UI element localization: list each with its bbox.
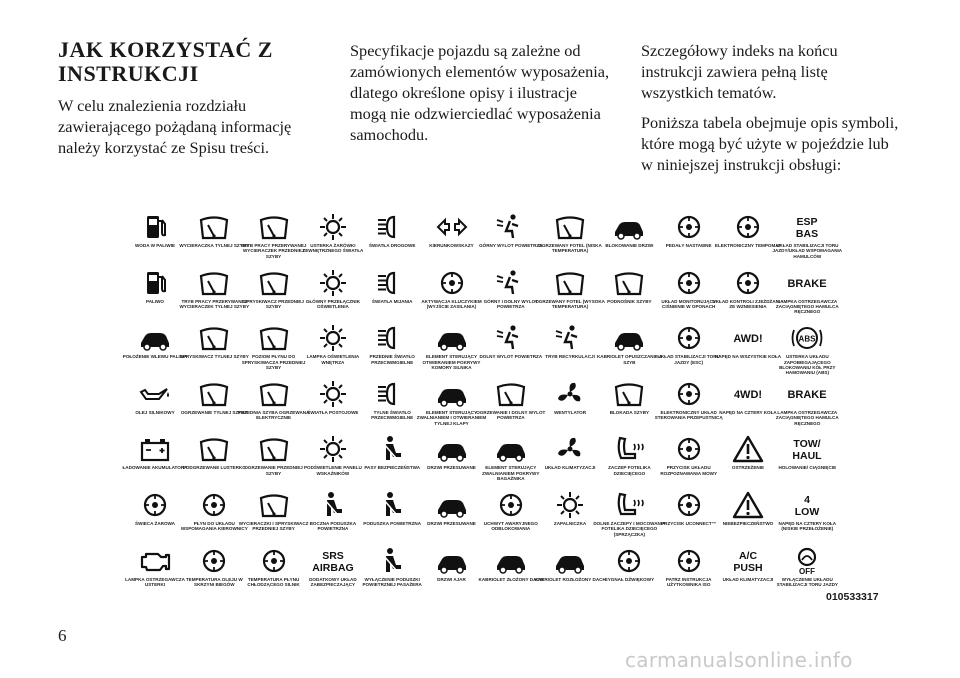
symbol-label: ZACZEP FOTELIKA DZIECIĘCEGO: [608, 465, 651, 476]
symbol-label: UKŁAD KLIMATYZACJI: [544, 465, 596, 471]
front-defrost-icon: [257, 379, 291, 409]
symbol-label: ZAPALNICZKA: [553, 521, 587, 526]
symbol-label: ELEMENT STERUJĄCY ZWALNIANIEM POKRYWY BAGAŻNIKA: [482, 465, 540, 482]
door-lock-icon: [612, 212, 646, 242]
symbol-label: PATRZ INSTRUKCJA UŻYTKOWNIKA ISO: [665, 576, 712, 587]
index-paragraph: Szczegółowy indeks na końcu instrukcji zawiera pełną listę wszystkich tematów.: [641, 41, 838, 102]
symbol-label: LAMPKA OŚWIETLENIA WNĘTRZA: [306, 354, 360, 365]
symbol-label: OGRZEWANIE PRZEDNIEJ SZYBY: [244, 465, 303, 476]
cruise-icon: [731, 212, 765, 242]
svg-text:ESP: ESP: [796, 216, 818, 228]
rear-washer-icon: [197, 323, 231, 353]
symbol-label: WYŁĄCZENIE PODUSZKI POWIETRZNEJ PASAŻERA: [362, 576, 422, 587]
symbol-label: WYCIERACZKI I SPRYSKIWACZ PRZEDNIEJ SZYBY: [238, 521, 309, 532]
symbol-label: LAMPKA OSTRZEGAWCZA ZACIĄGNIĘTEGO HAMULCA RĘCZNEGO: [775, 409, 839, 426]
danger-icon: [731, 490, 765, 520]
hill-descent-icon: [731, 268, 765, 298]
tow-haul-icon: [790, 434, 824, 464]
front-heat-icon: [257, 434, 291, 464]
symbol-label: PALIWO: [145, 298, 165, 304]
seat-heat-icon: [553, 212, 587, 242]
symbol-label: TEMPERATURA OLEJU W SKRZYNI BIEGÓW: [185, 576, 243, 587]
symbol-label: DODATKOWY UKŁAD ZABEZPIECZAJĄCY: [309, 576, 357, 587]
panel-light-icon: [316, 434, 350, 464]
low-beam-icon: [375, 268, 409, 298]
symbol-label: OSTRZEŻENIE: [731, 465, 765, 471]
section-heading: JAK KORZYSTAĆ Z INSTRUKCJI: [58, 37, 273, 86]
power-steer-icon: [197, 490, 231, 520]
awd-icon: [731, 323, 765, 353]
wiper-washer-icon: [257, 490, 291, 520]
symbol-label: NAPĘD NA CZTERY KOŁA (NISKIE PRZEŁOŻENIE): [778, 521, 837, 532]
high-beam-icon: [375, 212, 409, 242]
window-lift-icon: [612, 268, 646, 298]
turn-signal-icon: [435, 212, 469, 242]
vent-both-icon: [494, 268, 528, 298]
symbol-label: GÓRNY I DOLNY WYLOT POWIETRZA: [483, 298, 539, 309]
symbol-label: OLEJ SILNIKOWY: [135, 409, 175, 415]
4low-icon: [790, 490, 824, 520]
pedal-icon: [672, 212, 706, 242]
symbol-label: NIEBEZPIECZEŃSTWO: [722, 521, 774, 526]
symbol-label: ŚWIECA ŻAROWA: [135, 521, 175, 526]
wiper-interval-icon: [257, 212, 291, 242]
symbol-label: PRZYCISK UCONNECT™: [661, 521, 717, 526]
tire-pressure-icon: [672, 268, 706, 298]
symbol-label: PEDAŁY NASTAWNE: [665, 243, 712, 248]
symbol-label: POŁOŻENIE WLEWU PALIWA: [122, 354, 188, 360]
svg-text:A/C: A/C: [738, 549, 758, 562]
symbol-label: WENTYLATOR: [554, 409, 587, 415]
esc-icon: [672, 323, 706, 353]
symbol-label: UKŁAD STABILIZACJI TORU JAZDY (ESC): [657, 354, 720, 365]
child-seat-icon: [612, 434, 646, 464]
uconnect-icon: [672, 490, 706, 520]
brake-text-icon: [787, 379, 827, 409]
side-airbag-icon: [316, 490, 350, 520]
fuel-pump-icon: [138, 268, 172, 298]
seat-heat-high-icon: [553, 268, 587, 298]
intro-paragraph: W celu znalezienia rozdziału zawierającego pożądaną informację należy korzystać ze Spisu treści.: [58, 96, 292, 157]
window-lock-icon: [612, 379, 646, 409]
svg-text:BAS: BAS: [796, 228, 819, 240]
symbol-label: OGRZEWANIE TYLNEJ SZYBY: [180, 409, 248, 415]
oil-icon: [138, 379, 172, 409]
symbol-cell: [770, 546, 844, 588]
esp-bas-icon: [790, 212, 824, 242]
recirc-icon: [553, 323, 587, 353]
symbol-label: ELEMENT STERUJĄCY ZWALNIANIEM I OTWIERANIEM TYLNEJ KLAPY: [416, 409, 487, 426]
symbol-label: TEMPERATURA PŁYNU CHŁODZĄCEGO SILNIK: [247, 576, 300, 587]
symbol-label: PRZEDNIE ŚWIATŁO PRZECIWMGIELNE: [369, 354, 415, 365]
symbol-label: BLOKOWANIE DRZWI: [605, 243, 654, 248]
abs-icon: [790, 323, 824, 353]
svg-text:HAUL: HAUL: [792, 450, 822, 463]
latch-icon: [612, 490, 646, 520]
symbol-label: WYCIERACZKA TYLNEJ SZYBY: [179, 243, 250, 248]
symbol-label: DRZWI PRZESUWANE: [427, 465, 476, 471]
symbol-label: UCHWYT AWARYJNEGO ODBLOKOWANIA: [483, 521, 538, 532]
symbol-label: ŚWIATŁA POSTOJOWE: [307, 409, 359, 415]
heat-vent-icon: [494, 379, 528, 409]
srs-icon: [312, 546, 354, 576]
symbol-label: ELEMENT STERUJĄCY OTWIERANIEM POKRYWY KOMORY SILNIKA: [422, 354, 481, 370]
car-trunk-icon: [435, 323, 469, 353]
convert-top-icon: [494, 546, 528, 576]
ac-icon: [553, 434, 587, 464]
symbol-cell: [770, 268, 844, 315]
symbol-label: AKTYWACJA KLUCZYKIEM (WYJŚCIE ZASILANIA): [421, 298, 482, 309]
symbol-label: GŁÓWNY PRZEŁĄCZNIK OŚWIETLENIA: [305, 298, 361, 309]
glow-plug-icon: [138, 490, 172, 520]
symbol-label: POZIOM PŁYNU DO SPRYSKIWACZA PRZEDNIEJ SZYBY: [241, 354, 306, 370]
svg-text:BRAKE: BRAKE: [787, 388, 827, 401]
airbag-icon: [375, 490, 409, 520]
symbol-label: PODUSZKA POWIETRZNA: [363, 521, 422, 526]
svg-text:4WD!: 4WD!: [733, 388, 763, 401]
symbol-label: PODGRZEWANE LUSTERKO: [182, 465, 246, 471]
svg-text:4: 4: [804, 494, 811, 506]
symbol-label: ELEKTRONICZNY TEMPOMAT: [714, 243, 782, 248]
trans-temp-icon: [197, 546, 231, 576]
symbol-label: WODA W PALIWIE: [134, 243, 176, 248]
symbol-label: DRZWI AJAR: [437, 576, 466, 582]
symbol-label: HOLOWANIE/ CIĄGNIĘCIE: [778, 465, 837, 471]
svg-text:ABS: ABS: [798, 334, 816, 344]
specification-paragraph: Specyfikacje pojazdu są zależne od zamówionych elementów wyposażenia, dlatego określone opisy i ilustracje mogą nie odzwierciedlać wyposażenia samochodu.: [350, 41, 610, 144]
coolant-icon: [257, 546, 291, 576]
brake-icon: [787, 268, 827, 298]
symbol-label: UKŁAD STABILIZACJI TORU JAZDY/UKŁAD WSPOMAGANIA HAMULCÓW: [772, 243, 843, 259]
door-open-icon: [435, 434, 469, 464]
symbol-label: TRYB RECYRKULACJI: [545, 354, 595, 360]
front-fog-icon: [375, 323, 409, 353]
symbol-cell: [770, 434, 844, 470]
battery-icon: [138, 434, 172, 464]
symbol-label: USTERKA ŻARÓWKI ZEWNĘTRZNEGO ŚWIATŁA: [302, 243, 364, 254]
fuel-door-icon: [138, 323, 172, 353]
horn-icon: [612, 546, 646, 576]
symbol-label: PODNOŚNIK SZYBY: [607, 298, 652, 304]
symbol-label: DRZWI PRZESUWANE: [427, 521, 476, 526]
symbol-label: UKŁAD MONITORUJĄCY CIŚNIENIE W OPONACH: [661, 298, 716, 309]
warning-icon: [731, 434, 765, 464]
symbol-label: BLOKADA SZYBY: [609, 409, 650, 415]
symbol-label: TRYB PRACY PRZERYWANEJ WYCIERACZEK TYLNEJ SZYBY: [179, 298, 250, 309]
emergency-icon: [494, 490, 528, 520]
svg-text:OFF: OFF: [799, 566, 816, 576]
symbol-label: SPRYSKIWACZ PRZEDNIEJ SZYBY: [243, 298, 304, 309]
symbol-label: KABRIOLET ZŁOŻONY DACH: [478, 576, 544, 582]
manual-icon: [672, 546, 706, 576]
symbol-label: LAMPKA OSTRZEGAWCZA ZACIĄGNIĘTEGO HAMULCA RĘCZNEGO: [775, 298, 839, 315]
symbol-label: DOLNY WYLOT POWIETRZA: [479, 354, 543, 360]
figure-reference-code: 010533317: [826, 591, 879, 603]
dome-light-icon: [316, 323, 350, 353]
symbol-label: TYLNE ŚWIATŁO PRZECIWMGIELNE: [371, 409, 414, 421]
auto-light-icon: [316, 212, 350, 242]
engine-icon: [138, 546, 172, 576]
washer-front-icon: [257, 268, 291, 298]
symbol-label: KIERUNKOWSKAZY: [429, 243, 474, 248]
svg-text:LOW: LOW: [795, 506, 820, 518]
symbol-label: ELEKTRONICZNY UKŁAD STEROWANIA PRZEPUSTNICĄ: [654, 409, 723, 421]
liftgate-icon: [435, 379, 469, 409]
esc-off-icon: [672, 379, 706, 409]
symbol-label: NAPĘD NA CZTERY KOŁA: [719, 409, 777, 415]
page-number: 6: [58, 626, 67, 645]
symbol-label: PODŚWIETLENIE PANELU WSKAŹNIKÓW: [303, 465, 362, 476]
symbol-cell: [770, 212, 844, 259]
symbols-paragraph: Poniższa tabela obejmuje opis symboli, które mogą być użyte w pojeździe lub w niniejszej instrukcji obsługi:: [641, 113, 899, 174]
symbol-label: OGRZEWANY FOTEL (WYSOKA TEMPERATURA): [535, 298, 605, 309]
trunk-release-icon: [494, 434, 528, 464]
symbol-label: KABRIOLET OPUSZCZANIE 4 SZYB: [596, 354, 662, 365]
convertible-icon: [612, 323, 646, 353]
symbol-label: UKŁAD KLIMATYZACJI: [722, 576, 774, 582]
svg-text:BRAKE: BRAKE: [787, 277, 827, 290]
airbag-off-icon: [375, 546, 409, 576]
symbol-label: LAMPKA OSTRZEGAWCZA USTERKI: [125, 576, 185, 587]
rear-fog-icon: [375, 379, 409, 409]
vent-lower-icon: [494, 323, 528, 353]
door-ajar-icon: [435, 546, 469, 576]
symbol-cell: [770, 323, 844, 376]
rear-defrost-icon: [197, 379, 231, 409]
fan-icon: [553, 379, 587, 409]
symbol-label: UKŁAD KONTROLI ZJEŻDŻANIA ZE WZNIESIENIA: [712, 298, 784, 309]
symbol-label: SPRYSKIWACZ TYLNEJ SZYBY: [179, 354, 249, 360]
vent-upper-icon: [494, 212, 528, 242]
symbol-label: SYGNAŁ DŹWIĘKOWY: [604, 576, 655, 582]
symbol-label: PRZEDNIA SZYBA OGRZEWANA ELEKTRYCZNIE: [237, 409, 310, 421]
4wd-icon: [731, 379, 765, 409]
svg-text:TOW/: TOW/: [793, 438, 821, 451]
rear-wiper-int-icon: [197, 268, 231, 298]
symbol-label: TRYB PRACY PRZERYWANEJ WYCIERACZEK PRZEDNIEJ SZYBY: [240, 243, 307, 259]
rear-wiper-icon: [197, 212, 231, 242]
svg-text:AWD!: AWD!: [733, 333, 763, 346]
symbol-label: PŁYN DO UKŁADU WSPOMAGANIA KIEROWNICY: [180, 521, 248, 532]
symbol-label: PRZYCISK UKŁADU ROZPOZNAWANIA MOWY: [660, 465, 718, 476]
symbol-label: BOCZNA PODUSZKA POWIETRZNA: [309, 521, 357, 532]
symbol-cell: [770, 379, 844, 426]
symbol-cell: [770, 490, 844, 532]
fuel-water-icon: [138, 212, 172, 242]
symbol-label: USTERKA UKŁADU ZAPOBIEGAJĄCEGO BLOKOWANIU KÓŁ PRZY HAMOWANIU (ABS): [779, 354, 836, 376]
lighter-icon: [553, 490, 587, 520]
park-light-icon: [316, 379, 350, 409]
symbol-label: DOLNE ZACZEPY I MOCOWANIA FOTELIKA DZIECIĘCEGO (SPRZĄCZKA): [593, 521, 666, 537]
symbol-label: GÓRNY WYLOT POWIETRZA: [479, 243, 543, 248]
symbol-label: ŚWIATŁA DROGOWE: [368, 243, 416, 248]
symbol-label: WYŁĄCZENIE UKŁADU STABILIZACJI TORU JAZDY: [776, 576, 838, 587]
symbol-label: KABRIOLET ROZŁOŻONY DACH: [534, 576, 606, 582]
convert-down-icon: [553, 546, 587, 576]
esp-off-icon: [790, 546, 824, 576]
washer-fluid-icon: [257, 323, 291, 353]
svg-text:SRS: SRS: [322, 549, 344, 562]
main-light-icon: [316, 268, 350, 298]
mirror-heat-icon: [197, 434, 231, 464]
symbol-label: NAPĘD NA WSZYSTKIE KOŁA: [714, 354, 782, 360]
symbol-label: ŁADOWANIE AKUMULATORA: [122, 465, 188, 471]
watermark: carmanualsonline.info: [625, 648, 853, 672]
seatbelt-icon: [375, 434, 409, 464]
symbol-label: OGRZEWANY FOTEL (NISKA TEMPERATURA): [538, 243, 602, 254]
tow-button-icon: [672, 434, 706, 464]
sliding-door-icon: [435, 490, 469, 520]
svg-text:AIRBAG: AIRBAG: [312, 561, 354, 574]
symbol-label: ŚWIATŁA MIJANIA: [371, 298, 413, 304]
symbol-label: PASY BEZPIECZEŃSTWA: [364, 465, 421, 471]
svg-text:PUSH: PUSH: [733, 561, 763, 574]
ac-push-icon: [731, 546, 765, 576]
symbol-label: OGRZEWANIE I DOLNY WYLOT POWIETRZA: [476, 409, 546, 421]
key-icon: [435, 268, 469, 298]
